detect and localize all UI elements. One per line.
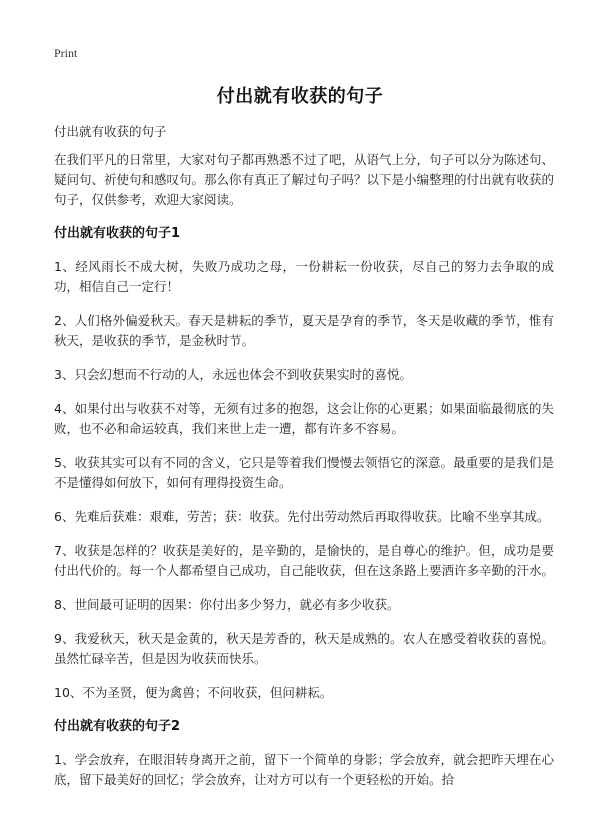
list-item: 1、经风雨长不成大树，失败乃成功之母，一份耕耘一份收获，尽自己的努力去争取的成功，相信自己一定行！ <box>54 259 554 294</box>
article-body <box>54 150 554 804</box>
intro-paragraph: 在我们平凡的日常里，大家对句子都再熟悉不过了吧，从语气上分，句子可以分为陈述句、疑问句、祈使句和感叹句。那么你有真正了解过句子吗？以下是小编整理的付出就有收获的句子，仅供参考，欢迎大家阅读。 <box>54 152 555 207</box>
list-item: 7、收获是怎样的？收获是美好的，是辛勤的，是愉快的，是自尊心的维护。但，成功是要付出代价的。每一个人都希望自己成功，自己能收获，但在这条路上要洒许多辛勤的汗水。 <box>54 543 555 578</box>
list-item: 9、我爱秋天，秋天是金黄的，秋天是芳香的，秋天是成熟的。农人在感受着收获的喜悦。虽然忙碌辛苦，但是因为收获而快乐。 <box>54 631 554 666</box>
print-link[interactable]: Print <box>54 46 78 60</box>
section-heading-2: 付出就有收获的句子2 <box>54 719 181 734</box>
list-item: 4、如果付出与收获不对等，无须有过多的抱怨，这会让你的心更累；如果面临最彻底的失败，也不必和命运较真，我们来世上走一遭，都有许多不容易。 <box>54 401 554 436</box>
page-subtitle: 付出就有收获的句子 <box>54 124 167 139</box>
list-item: 3、只会幻想而不行动的人，永远也体会不到收获果实时的喜悦。 <box>54 367 412 382</box>
list-item: 5、收获其实可以有不同的含义，它只是等着我们慢慢去领悟它的深意。最重要的是我们是不是懂得如何放下，如何有理得投资生命。 <box>54 455 554 490</box>
page-title: 付出就有收获的句子 <box>216 86 384 107</box>
list-item: 1、学会放弃，在眼泪转身离开之前，留下一个简单的身影；学会放弃，就会把昨天埋在心底，留下最美好的回忆；学会放弃，让对方可以有一个更轻松的开始。拾 <box>54 752 554 787</box>
list-item: 8、世间最可证明的因果：你付出多少努力，就必有多少收获。 <box>54 597 400 612</box>
list-item: 6、先难后获难：艰难，劳苦；获：收获。先付出劳动然后再取得收获。比喻不坐享其成。 <box>54 509 550 524</box>
list-item: 10、不为圣贤，便为禽兽；不问收获，但问耕耘。 <box>54 685 333 700</box>
list-item: 2、人们格外偏爱秋天。春天是耕耘的季节，夏天是孕育的季节，冬天是收藏的季节，惟有秋天，是收获的季节，是金秋时节。 <box>54 313 554 348</box>
section-heading-1: 付出就有收获的句子1 <box>54 226 181 241</box>
